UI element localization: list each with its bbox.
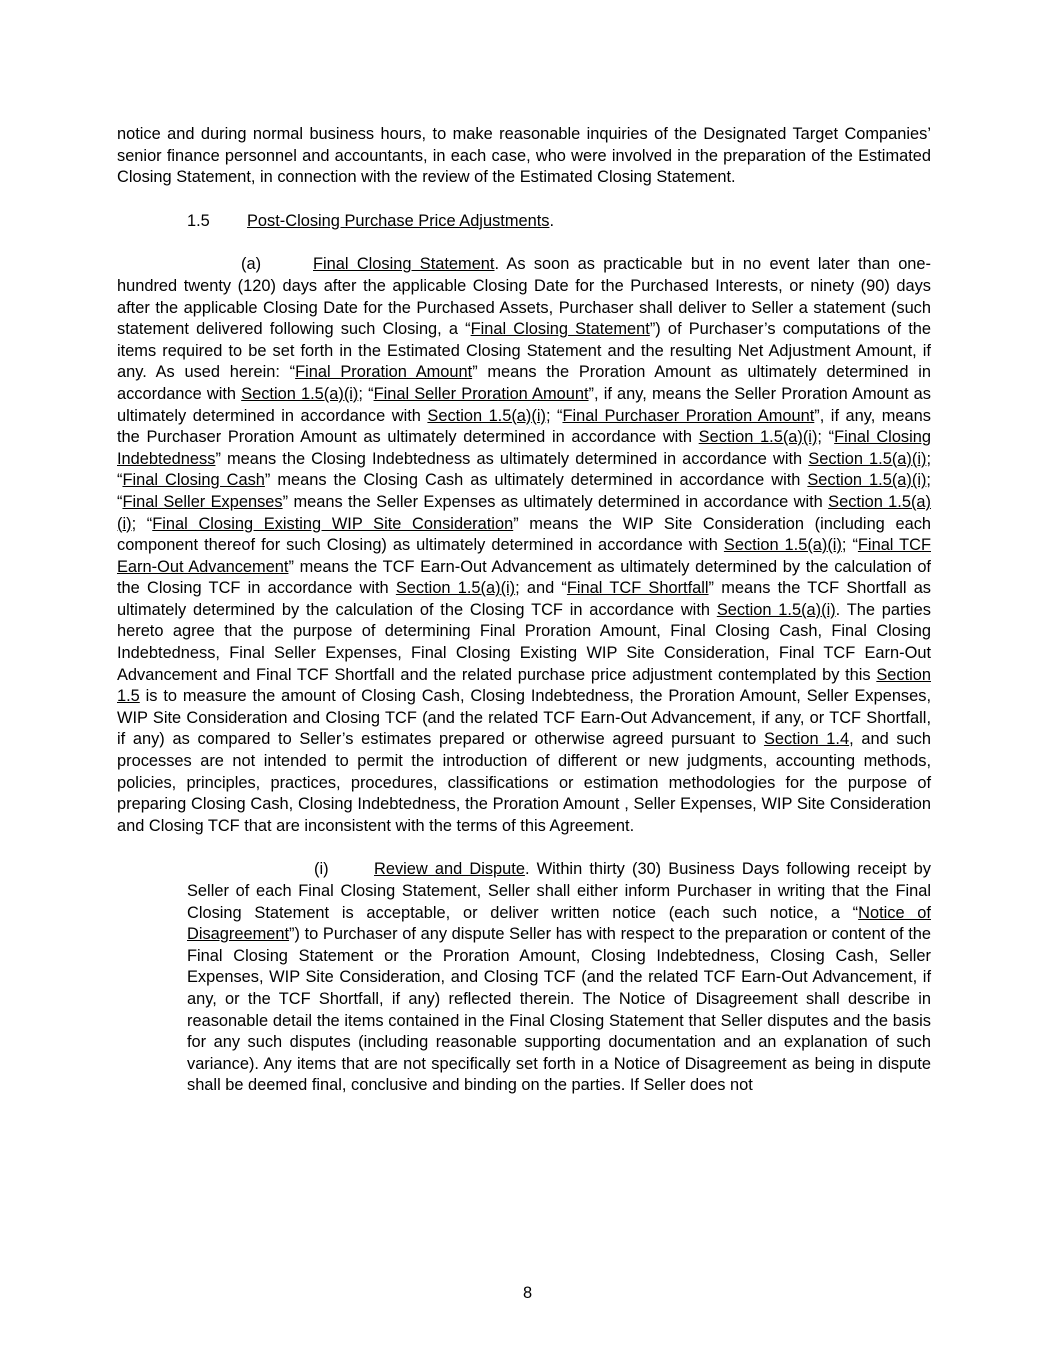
text-run: , and such processes are not intended to permit the introduction of different or new judgments, accounting methods, policies, principles, practices, procedures, classifications or estimation methodologies for the purpose of preparing Closing Cash, Closing Indebtedness, the Proration Amount , Seller Expenses, WIP Site Consideration and Closing TCF that are inconsistent with the terms of this Agreement. bbox=[117, 730, 931, 835]
text-run: ” means the WIP Site Consideration (including each component thereof for such Closing) as ultimately determined in accordance with bbox=[117, 514, 932, 555]
text-run: ”) to Purchaser of any dispute Seller has with respect to the preparation or content of the Final Closing Statement or the Proration Amount, Closing Indebtedness, Closing Cash, Seller Expenses, WIP Site Consideration, and Closing TCF (and the related TCF Earn-Out Advancement, if any, or the TCF Shortfall, if any) reflected therein. The Notice of Disagreement shall describe in reasonable detail the items contained in the Final Closing Statement that Seller disputes and the basis for any such disputes (including reasonable supporting documentation and an explanation of such variance). Any items that are not specifically set forth in a Notice of Disagreement as being in dispute shall be deemed final, conclusive and binding on the parties. If Seller does not bbox=[187, 925, 931, 1095]
text-run: ; “ bbox=[131, 514, 153, 533]
defined-term: Final Seller Expenses bbox=[122, 492, 283, 511]
section-reference: Section 1.5(a)(i); bbox=[698, 428, 822, 447]
defined-term: Final TCF Shortfall bbox=[566, 579, 709, 598]
defined-term: Final Closing Indebtedness bbox=[117, 428, 932, 468]
text-run: ” means the TCF Earn-Out Advancement as ultimately determined by the calculation of the Closing TCF in accordance with bbox=[117, 557, 931, 598]
text-run: ; “ bbox=[841, 536, 858, 555]
paragraph-title: Final Closing Statement bbox=[313, 255, 495, 274]
intro-paragraph: notice and during normal business hours, to make reasonable inquiries of the Designated Target Companies’ senior finance personnel and accountants, in each case, who were involved in the preparation of the Estimated Closing Statement, in connection with the review of the Estimated Closing Statement. bbox=[117, 125, 931, 187]
page-number: 8 bbox=[522, 1284, 533, 1302]
section-reference: Section 1.5(a)(i) bbox=[807, 471, 927, 490]
defined-term: Final TCF Earn-Out Advancement bbox=[117, 536, 931, 576]
section-reference: Section 1.5(a)(i) bbox=[395, 579, 516, 598]
section-reference: Section 1.5(a)(i) bbox=[808, 449, 927, 468]
text-run: ”) of Purchaser’s computations of the items required to be set forth in the Estimated Closing Statement and the resulting Net Adjustment Amount, if any. As used herein: “ bbox=[117, 320, 931, 382]
defined-term: Final Proration Amount bbox=[295, 363, 473, 382]
section-reference: Section 1.5(a)(i) bbox=[716, 600, 836, 619]
text-run: ”, if any, means the Seller Proration Amount as ultimately determined in accordance with bbox=[117, 384, 931, 425]
defined-term: Final Closing Existing WIP Site Consideration bbox=[152, 514, 514, 533]
subparagraph-label: (i) bbox=[314, 860, 329, 879]
defined-term: Notice of Disagreement bbox=[187, 903, 931, 944]
section-title: Post-Closing Purchase Price Adjustments bbox=[247, 211, 550, 230]
text-run: ” means the Closing Indebtedness as ultimately determined in accordance with bbox=[215, 449, 809, 468]
text-run: ; “ bbox=[545, 406, 563, 425]
defined-term: Final Purchaser Proration Amount bbox=[562, 406, 815, 425]
defined-term: Final Closing Statement bbox=[470, 320, 650, 339]
text-run: ; and “ bbox=[515, 579, 567, 598]
subparagraph-title: Review and Dispute bbox=[374, 860, 525, 879]
defined-term: Final Closing Cash bbox=[122, 471, 265, 490]
text-run: ” means the Closing Cash as ultimately determined in accordance with bbox=[264, 471, 808, 490]
paragraph-label: (a) bbox=[241, 255, 262, 274]
section-reference: Section 1.5(a)(i) bbox=[241, 384, 359, 403]
subparagraph-i bbox=[187, 859, 931, 1097]
text-run: ; “ bbox=[358, 384, 374, 403]
section-reference: Section 1.4 bbox=[763, 730, 850, 749]
text-run: . Within thirty (30) Business Days following receipt by Seller of each Final Closing Statement, Seller shall either inform Purchaser in writing that the Final Closing Statement is acceptable, or deliver written notice (each such notice, a “ bbox=[187, 860, 931, 922]
text-run: ; “ bbox=[117, 471, 931, 511]
section-title-period: . bbox=[549, 211, 555, 230]
text-run: “ bbox=[821, 428, 835, 447]
section-heading-1-5 bbox=[117, 211, 931, 233]
text-run: ; “ bbox=[117, 449, 931, 490]
text-run: ” means the Proration Amount as ultimately determined in accordance with bbox=[117, 363, 931, 403]
section-reference: Section 1.5 bbox=[117, 665, 931, 706]
text-run: ”, if any, means the Purchaser Proration Amount as ultimately determined in accordance with bbox=[117, 406, 931, 447]
section-number: 1.5 bbox=[187, 211, 210, 230]
section-reference: Section 1.5(a)(i) bbox=[723, 536, 842, 555]
section-reference: Section 1.5(a)(i) bbox=[117, 492, 931, 533]
text-run: . As soon as practicable but in no event later than one-hundred twenty (120) days after the applicable Closing Date for the Purchased Interests, or ninety (90) days after the applicable Closing Date for the Purchased Assets, Purchaser shall deliver to Seller a statement (such statement delivered following such Closing, a “ bbox=[117, 255, 931, 339]
paragraph-a bbox=[117, 254, 931, 837]
text-run: ” means the Seller Expenses as ultimately determined in accordance with bbox=[282, 492, 829, 511]
text-run: is to measure the amount of Closing Cash, Closing Indebtedness, the Proration Amount, Seller Expenses, WIP Site Consideration and Closing TCF (and the related TCF Earn-Out Advancement, if any, or TCF Shortfall, if any) as compared to Seller’s estimates prepared or otherwise agreed pursuant to bbox=[117, 687, 931, 749]
text-run: ” means the TCF Shortfall as ultimately determined by the calculation of the Closing TCF in accordance with bbox=[117, 579, 932, 619]
text-run: . The parties hereto agree that the purpose of determining Final Proration Amount, Final Closing Cash, Final Closing Indebtedness, Final Seller Expenses, Final Closing Existing WIP Site Consideration, Final TCF Earn-Out Advancement and Final TCF Shortfall and the related purchase price adjustment contemplated by this bbox=[117, 600, 931, 684]
document-body bbox=[117, 124, 931, 1097]
defined-term: Final Seller Proration Amount bbox=[373, 384, 589, 403]
section-reference: Section 1.5(a)(i) bbox=[427, 406, 546, 425]
